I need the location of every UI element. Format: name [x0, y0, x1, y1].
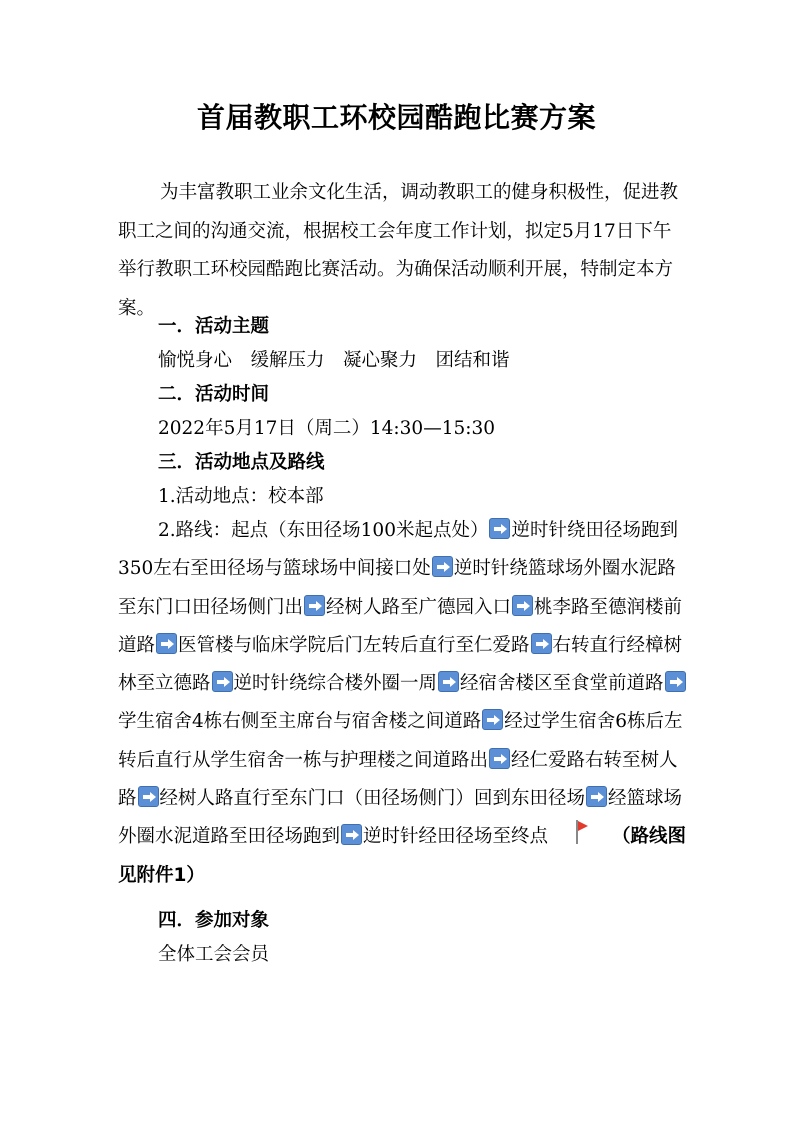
route-segment: 医管楼与临床学院后门左转后直行至仁爱路 — [178, 634, 530, 656]
route-segment: 经仁爱路右转至树人路 — [118, 749, 678, 810]
section-theme — [118, 310, 688, 378]
section-participants — [118, 904, 688, 972]
arrow-right-icon — [489, 748, 510, 769]
route-segment: 经树人路直行至东门口（田径场侧门）回到东田径场 — [159, 788, 586, 810]
route-segment: 逆时针绕田径场跑到350左右至田径场与篮球场中间接口处 — [118, 520, 678, 580]
route-segment: 经宿舍楼区至食堂前道路 — [460, 673, 664, 695]
route-segment: 学生宿舍4栋右侧至主席台与宿舍楼之间道路 — [118, 711, 482, 733]
route-segment: 经过学生宿舍6栋后左转后直行从学生宿舍一栋与护理楼之间道路出 — [118, 711, 683, 771]
theme-text: 愉悦身心 缓解压力 凝心聚力 团结和谐 — [158, 350, 510, 371]
arrow-right-icon — [138, 786, 159, 807]
document-title: 首届教职工环校园酷跑比赛方案 — [196, 101, 596, 134]
arrow-right-icon — [512, 595, 533, 616]
time-text: 2022年5月17日（周二）14:30—15:30 — [158, 418, 496, 439]
arrow-right-icon — [531, 633, 552, 654]
arrow-right-icon — [438, 671, 459, 692]
section-place — [118, 446, 688, 514]
arrow-right-icon — [489, 518, 510, 539]
arrow-right-icon — [212, 671, 233, 692]
arrow-right-icon — [156, 633, 177, 654]
participants-text: 全体工会会员 — [158, 944, 270, 965]
route-segment: 右转直行经樟树林至立德路 — [118, 634, 683, 695]
route-paragraph — [118, 512, 688, 895]
route-segment: 桃李路至德润楼前道路 — [118, 596, 683, 656]
section-heading-place: 三．活动地点及路线 — [158, 452, 325, 473]
arrow-right-icon — [665, 671, 686, 692]
route-segment: 2.路线：起点（东田径场100米起点处） — [158, 520, 489, 541]
finish-flag-icon — [574, 820, 590, 844]
route-map-note: （路线图见附件1） — [118, 826, 687, 886]
section-heading-participants: 四．参加对象 — [158, 910, 270, 931]
arrow-right-icon — [341, 824, 362, 845]
arrow-right-icon — [304, 595, 325, 616]
route-segment: 逆时针绕综合楼外圈一周 — [233, 673, 438, 695]
route-segment: 经树人路至广德园入口 — [326, 596, 512, 618]
arrow-right-icon — [432, 556, 453, 577]
section-time — [118, 378, 688, 446]
place-location: 1.活动地点：校本部 — [158, 486, 324, 507]
section-heading-theme: 一．活动主题 — [158, 316, 270, 337]
route-segment: 逆时针经田径场至终点 — [363, 826, 549, 848]
arrow-right-icon — [586, 786, 607, 807]
arrow-right-icon — [482, 709, 503, 730]
intro-paragraph: 为丰富教职工业余文化生活，调动教职工的健身积极性，促进教职工之间的沟通交流，根据校工会年度工作计划，拟定5月17日下午举行教职工环校园酷跑比赛活动。为确保活动顺利开展，特制定本方案。 — [118, 182, 679, 319]
route-segment: 逆时针绕篮球场外圈水泥路至东门口田径场侧门出 — [118, 558, 676, 618]
route-segment: 经篮球场外圈水泥道路至田径场跑到 — [118, 788, 683, 848]
section-heading-time: 二．活动时间 — [158, 384, 270, 405]
